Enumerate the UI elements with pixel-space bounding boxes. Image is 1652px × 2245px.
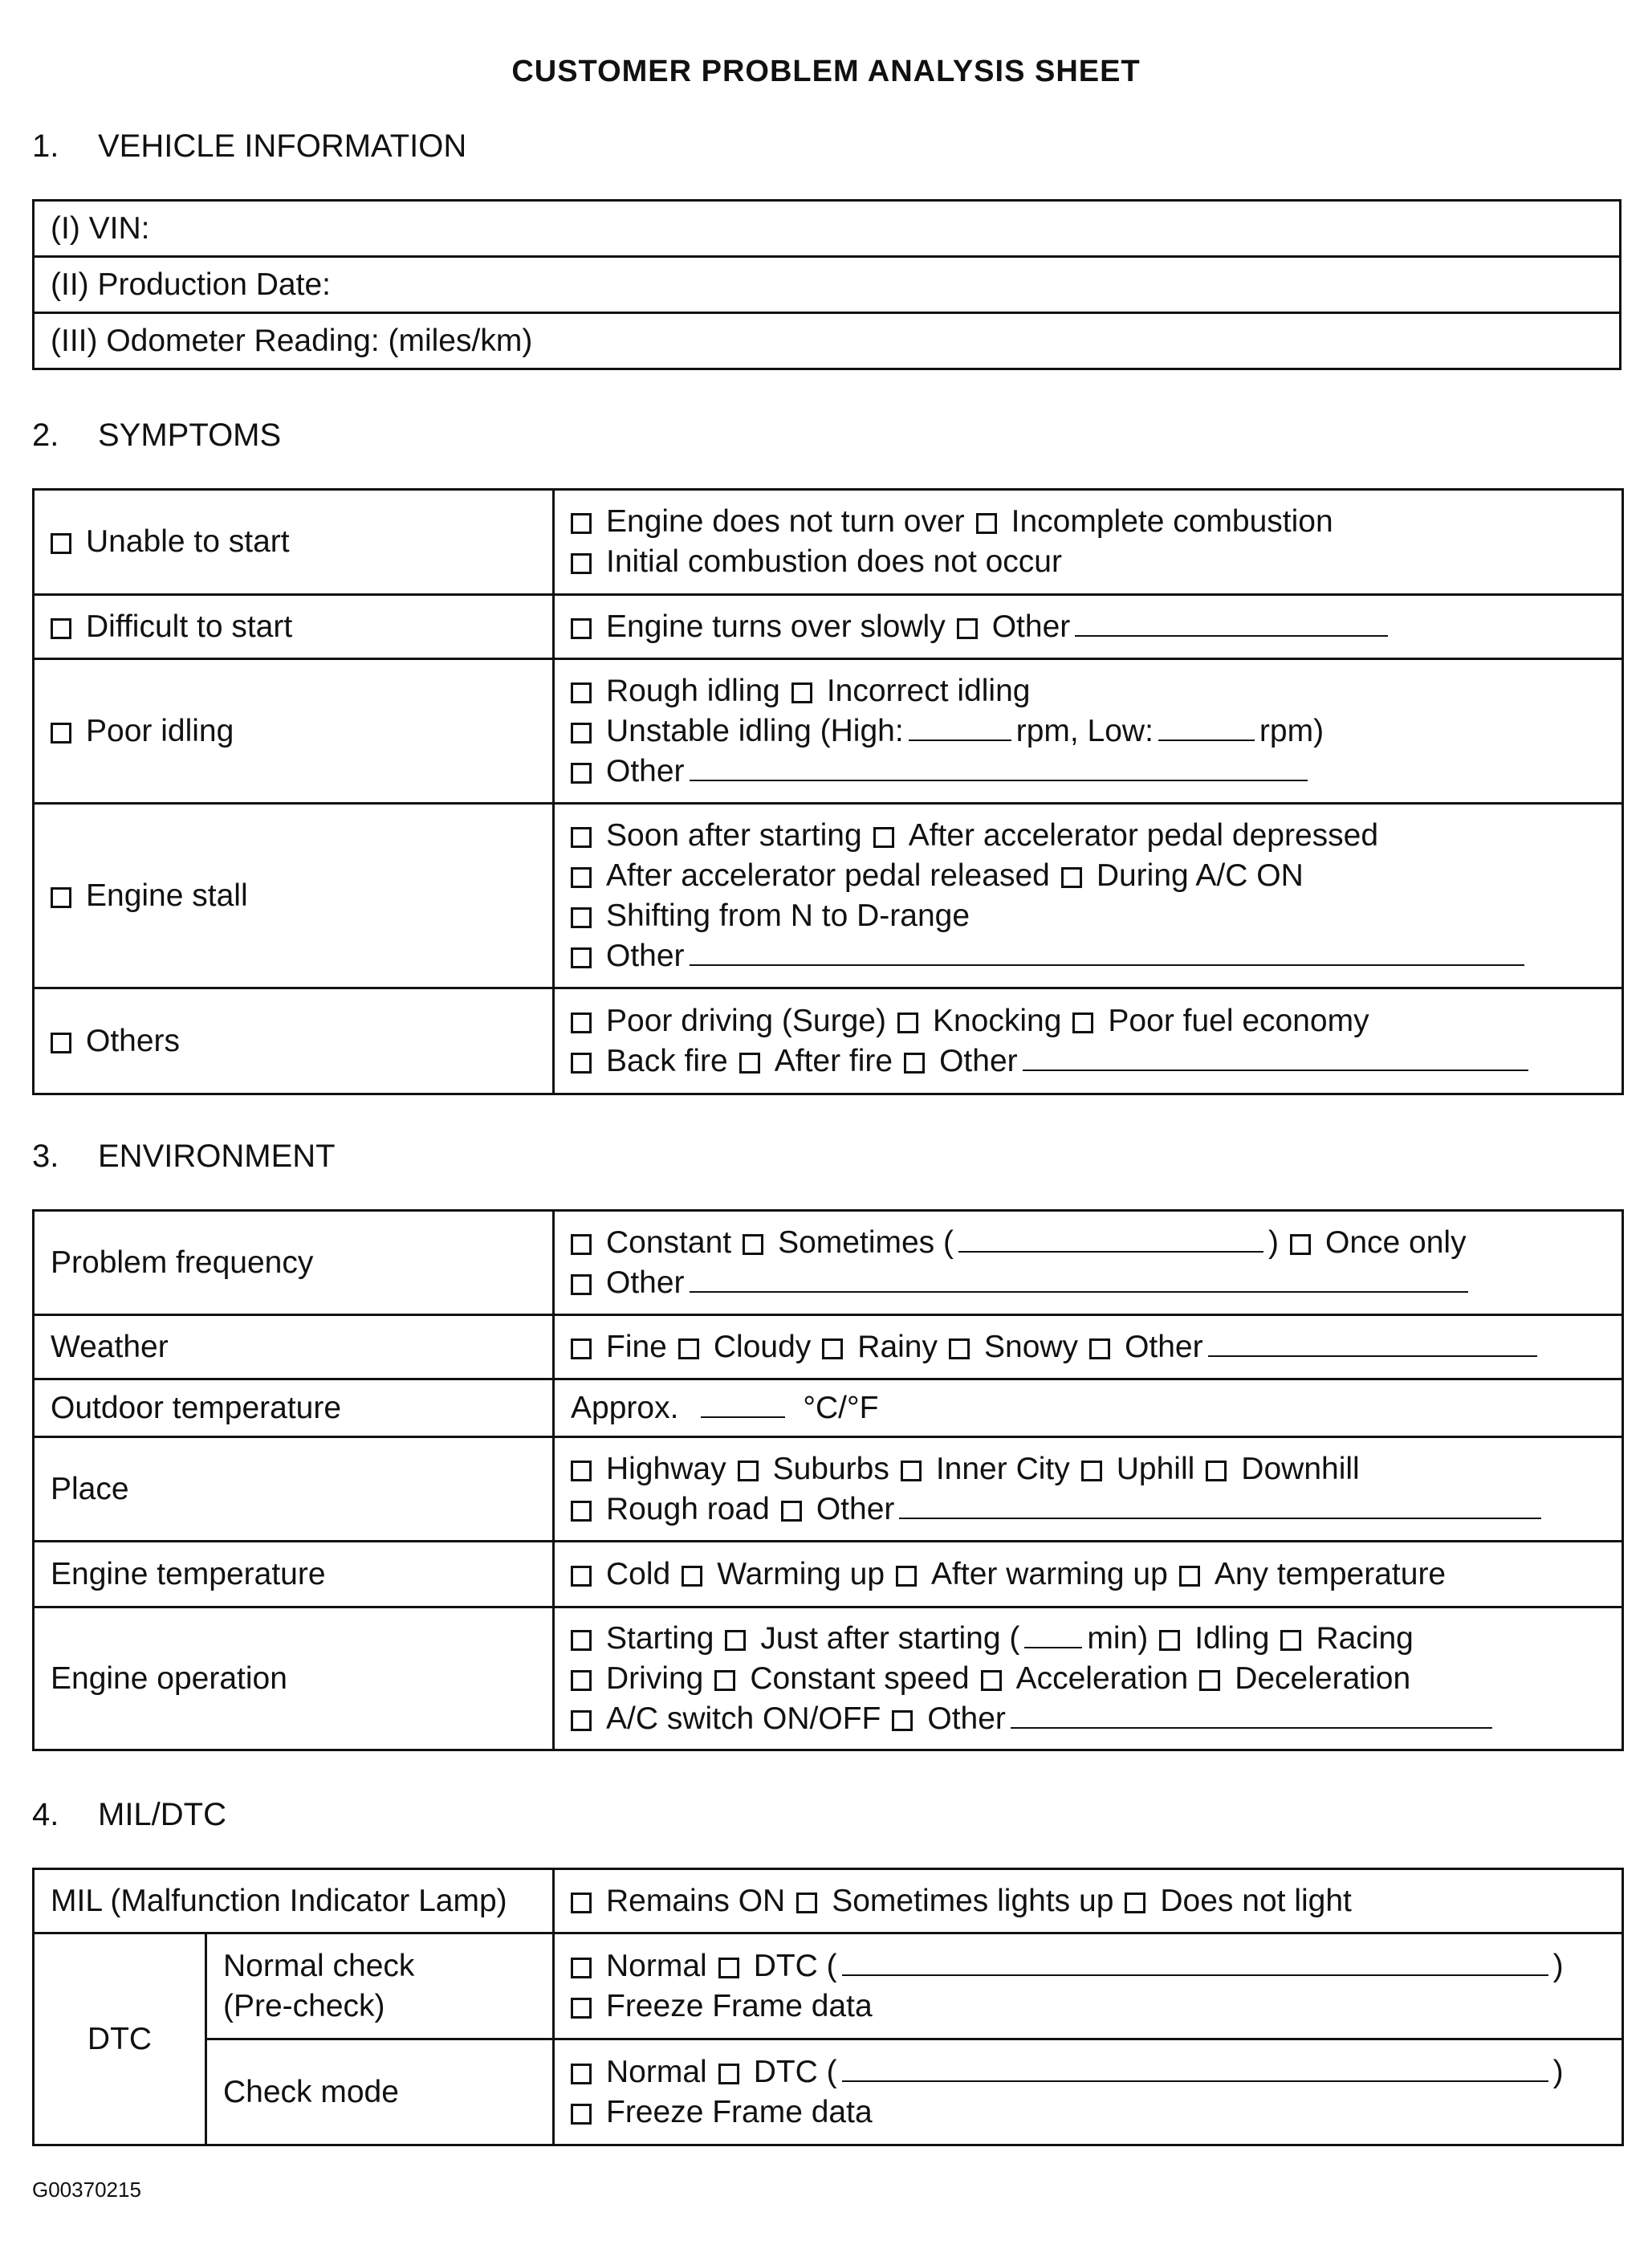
option-label: Poor driving (Surge)	[606, 1003, 886, 1038]
option-label: Poor fuel economy	[1108, 1003, 1369, 1038]
checkbox[interactable]	[897, 1012, 918, 1033]
env-frequency-options	[554, 1211, 1623, 1315]
checkbox[interactable]	[822, 1338, 843, 1359]
checkbox[interactable]	[51, 618, 71, 639]
label-line: (Pre-check)	[223, 1988, 385, 2023]
blank-field[interactable]	[958, 1224, 1263, 1253]
option-label: During A/C ON	[1096, 858, 1304, 893]
env-engine-operation-label: Engine operation	[34, 1607, 554, 1750]
section-number: 3.	[32, 1139, 59, 1174]
checkbox[interactable]	[571, 513, 592, 534]
section-title: SYMPTOMS	[98, 418, 282, 453]
option-label: Once only	[1325, 1224, 1467, 1260]
env-problem-frequency-label: Problem frequency	[34, 1211, 554, 1315]
section-symptoms-heading	[32, 418, 281, 454]
option-label: Rainy	[857, 1329, 938, 1364]
checkbox[interactable]	[51, 723, 71, 744]
production-date-field[interactable]: (II) Production Date:	[34, 257, 1621, 313]
vin-field[interactable]: (I) VIN:	[34, 201, 1621, 257]
checkbox[interactable]	[1061, 867, 1082, 888]
option-label: Inner City	[935, 1451, 1070, 1486]
checkbox[interactable]	[571, 827, 592, 848]
option-label: Soon after starting	[606, 817, 862, 853]
option-label: Cold	[606, 1556, 671, 1591]
option-label: Other	[606, 753, 685, 788]
option-label: Other	[606, 938, 685, 973]
blank-field[interactable]	[909, 712, 1011, 741]
checkbox[interactable]	[51, 533, 71, 554]
checkbox[interactable]	[981, 1670, 1002, 1691]
option-label: Rough road	[606, 1491, 770, 1526]
option-label: Other	[606, 1265, 685, 1300]
option-label: Does not light	[1160, 1883, 1352, 1918]
option-label: Constant	[606, 1224, 732, 1260]
section-mil-heading	[32, 1797, 226, 1833]
vehicle-table	[32, 199, 1621, 370]
checkbox[interactable]	[571, 1998, 592, 2019]
checkbox[interactable]	[957, 618, 978, 639]
section-title: ENVIRONMENT	[98, 1139, 336, 1174]
option-label: Knocking	[932, 1003, 1062, 1038]
checkbox[interactable]	[1290, 1234, 1311, 1255]
checkbox[interactable]	[738, 1461, 759, 1481]
checkbox[interactable]	[896, 1566, 917, 1587]
blank-field[interactable]	[1075, 608, 1388, 637]
section-title: VEHICLE INFORMATION	[98, 128, 467, 164]
checkbox[interactable]	[571, 1566, 592, 1587]
symptom-others-options	[554, 988, 1623, 1094]
symptom-stall-options	[554, 804, 1623, 988]
checkbox[interactable]	[791, 682, 812, 703]
blank-field[interactable]	[1024, 1620, 1082, 1648]
option-label: A/C switch ON/OFF	[606, 1701, 881, 1736]
option-label: Warming up	[717, 1556, 885, 1591]
blank-field[interactable]	[899, 1490, 1541, 1519]
label-line: Normal check	[223, 1948, 415, 1983]
section-number: 4.	[32, 1797, 59, 1832]
symptom-idling-options	[554, 659, 1623, 804]
env-engine-temp-label: Engine temperature	[34, 1542, 554, 1607]
option-label: After accelerator pedal released	[606, 858, 1050, 893]
option-label: Normal	[606, 1948, 707, 1983]
section-title: MIL/DTC	[98, 1797, 226, 1832]
checkbox[interactable]	[571, 1338, 592, 1359]
check-mode-options	[554, 2039, 1623, 2145]
checkbox[interactable]	[571, 907, 592, 928]
checkbox[interactable]	[892, 1710, 913, 1731]
mil-label: MIL (Malfunction Indicator Lamp)	[34, 1869, 554, 1933]
option-label: Sometimes lights up	[832, 1883, 1114, 1918]
checkbox[interactable]	[743, 1234, 763, 1255]
env-place-label: Place	[34, 1437, 554, 1542]
option-label: Deceleration	[1235, 1660, 1411, 1696]
blank-field[interactable]	[1208, 1328, 1537, 1357]
dtc-label: DTC	[34, 1933, 206, 2145]
option-label: Starting	[606, 1620, 714, 1656]
checkbox[interactable]	[571, 867, 592, 888]
checkbox[interactable]	[682, 1566, 702, 1587]
option-label: Unstable idling (High:	[606, 713, 904, 748]
option-label: Normal	[606, 2054, 707, 2089]
checkbox[interactable]	[1179, 1566, 1200, 1587]
odometer-field[interactable]: (III) Odometer Reading: (miles/km)	[34, 313, 1621, 369]
option-label: Other	[939, 1043, 1018, 1078]
checkbox[interactable]	[571, 763, 592, 784]
option-label: After fire	[774, 1043, 893, 1078]
blank-field[interactable]	[842, 1947, 1548, 1976]
checkbox[interactable]	[718, 2064, 739, 2084]
checkbox[interactable]	[571, 1670, 592, 1691]
checkbox[interactable]	[571, 682, 592, 703]
option-label: After warming up	[931, 1556, 1168, 1591]
blank-field[interactable]	[842, 2053, 1548, 2082]
sheet-title: CUSTOMER PROBLEM ANALYSIS SHEET	[511, 55, 1141, 88]
symptoms-table	[32, 488, 1624, 1095]
option-label: Incomplete combustion	[1011, 504, 1333, 539]
option-label: Suburbs	[772, 1451, 889, 1486]
checkbox[interactable]	[571, 1630, 592, 1651]
label: Difficult to start	[86, 609, 293, 644]
option-label: Incorrect idling	[826, 673, 1031, 708]
check-mode-label: Check mode	[206, 2039, 554, 2145]
checkbox[interactable]	[1072, 1012, 1093, 1033]
blank-field[interactable]	[1011, 1700, 1492, 1729]
option-label: Highway	[606, 1451, 726, 1486]
checkbox[interactable]	[949, 1338, 970, 1359]
option-label: Freeze Frame data	[606, 2094, 873, 2129]
blank-field[interactable]	[690, 1264, 1468, 1293]
blank-field[interactable]	[701, 1389, 785, 1418]
option-label: Idling	[1194, 1620, 1270, 1656]
section-number: 2.	[32, 418, 59, 453]
option-label: Constant speed	[750, 1660, 970, 1696]
option-label: Remains ON	[606, 1883, 786, 1918]
checkbox[interactable]	[571, 947, 592, 968]
symptom-unable-to-start[interactable]	[34, 490, 554, 595]
checkbox[interactable]	[725, 1630, 746, 1651]
blank-field[interactable]	[1158, 712, 1255, 741]
option-label: Downhill	[1241, 1451, 1360, 1486]
option-label: Just after starting (	[760, 1620, 1020, 1656]
option-label: rpm)	[1259, 713, 1324, 748]
label: Poor idling	[86, 713, 234, 748]
checkbox[interactable]	[571, 1501, 592, 1522]
blank-field[interactable]	[690, 752, 1308, 781]
env-weather-options	[554, 1315, 1623, 1379]
checkbox[interactable]	[571, 1710, 592, 1731]
option-label: Cloudy	[713, 1329, 812, 1364]
checkbox[interactable]	[739, 1053, 760, 1074]
symptom-others[interactable]	[34, 988, 554, 1094]
env-outdoor-temp-label: Outdoor temperature	[34, 1379, 554, 1437]
option-label: Other	[1125, 1329, 1203, 1364]
environment-table	[32, 1209, 1624, 1751]
checkbox[interactable]	[571, 2064, 592, 2084]
symptom-unable-options	[554, 490, 1623, 595]
option-label: )	[1552, 2054, 1564, 2089]
checkbox[interactable]	[571, 723, 592, 744]
checkbox[interactable]	[571, 1958, 592, 1978]
checkbox[interactable]	[571, 1012, 592, 1033]
option-label: Initial combustion does not occur	[606, 544, 1062, 579]
label: Engine stall	[86, 878, 248, 913]
checkbox[interactable]	[571, 1461, 592, 1481]
checkbox[interactable]	[571, 1053, 592, 1074]
option-label: Driving	[606, 1660, 704, 1696]
mil-options	[554, 1869, 1623, 1933]
checkbox[interactable]	[718, 1958, 739, 1978]
option-label: After accelerator pedal depressed	[908, 817, 1379, 853]
checkbox[interactable]	[571, 618, 592, 639]
checkbox[interactable]	[1280, 1630, 1301, 1651]
option-label: Fine	[606, 1329, 667, 1364]
option-label: Other	[927, 1701, 1006, 1736]
checkbox[interactable]	[571, 553, 592, 574]
checkbox[interactable]	[796, 1893, 817, 1913]
env-operation-options	[554, 1607, 1623, 1750]
option-label: Rough idling	[606, 673, 780, 708]
checkbox[interactable]	[1089, 1338, 1110, 1359]
checkbox[interactable]	[1199, 1670, 1220, 1691]
option-label: DTC (	[753, 2054, 837, 2089]
env-place-options	[554, 1437, 1623, 1542]
option-label: Snowy	[984, 1329, 1079, 1364]
checkbox[interactable]	[781, 1501, 802, 1522]
checkbox[interactable]	[571, 2104, 592, 2125]
checkbox[interactable]	[714, 1670, 735, 1691]
checkbox[interactable]	[571, 1893, 592, 1913]
checkbox[interactable]	[51, 887, 71, 908]
option-label: Freeze Frame data	[606, 1988, 873, 2023]
checkbox[interactable]	[976, 513, 997, 534]
section-vehicle-heading	[32, 128, 466, 165]
normal-check-label	[206, 1933, 554, 2039]
env-engtemp-options	[554, 1542, 1623, 1607]
option-label: Acceleration	[1015, 1660, 1189, 1696]
option-label: min)	[1087, 1620, 1149, 1656]
option-label: Any temperature	[1214, 1556, 1447, 1591]
env-weather-label: Weather	[34, 1315, 554, 1379]
checkbox[interactable]	[571, 1274, 592, 1295]
option-label: )	[1552, 1948, 1564, 1983]
option-label: Sometimes (	[778, 1224, 954, 1260]
checkbox[interactable]	[571, 1234, 592, 1255]
checkbox[interactable]	[1206, 1461, 1227, 1481]
checkbox[interactable]	[1159, 1630, 1180, 1651]
checkbox[interactable]	[678, 1338, 699, 1359]
label: Unable to start	[86, 524, 290, 559]
option-label: )	[1268, 1224, 1279, 1260]
blank-field[interactable]	[1023, 1042, 1528, 1071]
env-outdoor-options	[554, 1379, 1623, 1437]
option-label: Back fire	[606, 1043, 728, 1078]
symptom-difficult-to-start[interactable]	[34, 595, 554, 659]
normal-check-options	[554, 1933, 1623, 2039]
label: Others	[86, 1023, 181, 1058]
symptom-poor-idling[interactable]	[34, 659, 554, 804]
option-label: Other	[816, 1491, 895, 1526]
checkbox[interactable]	[873, 827, 894, 848]
checkbox[interactable]	[51, 1033, 71, 1053]
option-label: Other	[991, 609, 1071, 644]
symptom-difficult-options	[554, 595, 1623, 659]
option-label: Uphill	[1116, 1451, 1195, 1486]
checkbox[interactable]	[901, 1461, 922, 1481]
section-number: 1.	[32, 128, 59, 164]
option-label: Racing	[1316, 1620, 1414, 1656]
checkbox[interactable]	[904, 1053, 925, 1074]
figure-code: G00370215	[32, 2178, 141, 2202]
checkbox[interactable]	[1125, 1893, 1145, 1913]
section-environment-heading	[32, 1139, 336, 1175]
option-label: °C/°F	[803, 1390, 879, 1425]
blank-field[interactable]	[690, 937, 1524, 966]
mil-dtc-table	[32, 1868, 1624, 2146]
option-label: Engine does not turn over	[606, 504, 965, 539]
option-label: Engine turns over slowly	[606, 609, 946, 644]
checkbox[interactable]	[1081, 1461, 1102, 1481]
option-label: DTC (	[753, 1948, 837, 1983]
option-label: Shifting from N to D-range	[606, 898, 970, 933]
option-label: rpm, Low:	[1015, 713, 1154, 748]
symptom-engine-stall[interactable]	[34, 804, 554, 988]
option-label: Approx.	[571, 1390, 679, 1425]
